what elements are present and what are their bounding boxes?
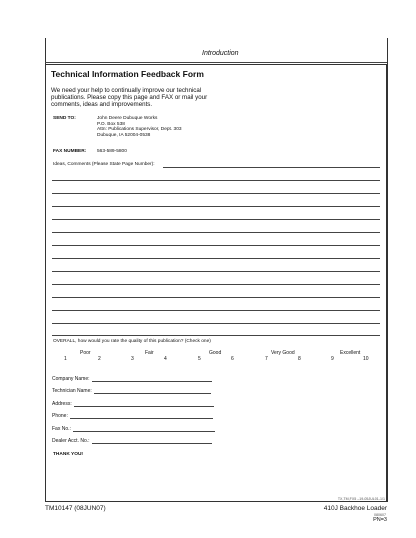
comment-line[interactable]: [52, 284, 380, 285]
address-label: Address:: [52, 401, 72, 407]
comment-line[interactable]: [163, 167, 380, 168]
section-header: Introduction: [202, 50, 239, 57]
technician-name-label: Technician Name:: [52, 388, 92, 394]
technician-name-line[interactable]: [94, 389, 211, 394]
date-code: 080607: [374, 513, 386, 517]
rating-label-poor: Poor: [80, 350, 91, 356]
comment-line[interactable]: [52, 193, 380, 194]
form-intro: [51, 87, 207, 109]
rating-option-2[interactable]: 2: [98, 356, 101, 362]
send-to-label: SEND TO:: [53, 116, 76, 121]
manual-number: TM10147 (08JUN07): [45, 505, 106, 512]
rating-label-very-good: Very Good: [271, 350, 295, 356]
company-name-line[interactable]: [92, 377, 212, 382]
comment-line[interactable]: [52, 180, 380, 181]
rating-label-fair: Fair: [145, 350, 154, 356]
dealer-account-line[interactable]: [92, 439, 212, 444]
fax-number-value: 563-589-5800: [97, 149, 127, 154]
dealer-account-field[interactable]: [52, 438, 212, 444]
document-code: TX,TM,FX5 –19-05JUL01-1/1: [337, 497, 385, 501]
mailing-address: [97, 116, 182, 138]
rating-label-excellent: Excellent: [340, 350, 361, 356]
rating-option-4[interactable]: 4: [164, 356, 167, 362]
comment-line[interactable]: [52, 323, 380, 324]
rating-question: OVERALL, how would you rate the quality of this publication? (Check one): [53, 339, 211, 344]
company-name-label: Company Name:: [52, 376, 90, 382]
right-margin-line: [387, 38, 388, 502]
header-rule: [45, 62, 387, 63]
phone-label: Phone:: [52, 413, 68, 419]
intro-line: comments, ideas and improvements.: [51, 101, 153, 109]
page-number: PN=3: [373, 517, 387, 523]
rating-label-good: Good: [209, 350, 222, 356]
ideas-comments-label: Ideas, Comments (Please State Page Number):: [53, 162, 155, 167]
phone-line[interactable]: [70, 414, 213, 419]
fax-no-line[interactable]: [73, 427, 215, 432]
intro-line: publications. Please copy this page and FAX or mail your: [51, 94, 208, 102]
rating-option-5[interactable]: 5: [198, 356, 201, 362]
dealer-account-label: Dealer Acct. No.:: [52, 438, 90, 444]
technician-name-field[interactable]: [52, 388, 211, 394]
comment-line[interactable]: [52, 297, 380, 298]
comment-line[interactable]: [52, 258, 380, 259]
comment-line[interactable]: [52, 232, 380, 233]
comment-line[interactable]: [52, 335, 380, 336]
comment-line[interactable]: [52, 219, 380, 220]
address-line: Dubuque, IA 52004-0538: [97, 132, 151, 138]
address-field[interactable]: [52, 401, 214, 407]
fax-no-label: Fax No.:: [52, 426, 71, 432]
fax-no-field[interactable]: [52, 426, 215, 432]
rating-option-7[interactable]: 7: [265, 356, 268, 362]
thank-you-text: THANK YOU!: [53, 452, 84, 457]
address-line[interactable]: [74, 402, 214, 407]
intro-line: We need your help to continually improve our technical: [51, 87, 202, 94]
fax-number-label: FAX NUMBER:: [53, 149, 87, 154]
address-line: Attn: Publications Supervisor, Dept. 303: [97, 127, 182, 133]
rating-option-3[interactable]: 3: [131, 356, 134, 362]
rating-option-6[interactable]: 6: [231, 356, 234, 362]
rating-option-1[interactable]: 1: [64, 356, 67, 362]
company-name-field[interactable]: [52, 376, 212, 382]
address-line: John Deere Dubuque Works: [97, 116, 158, 121]
form-title: Technical Information Feedback Form: [51, 69, 204, 79]
comment-line[interactable]: [52, 206, 380, 207]
phone-field[interactable]: [52, 413, 213, 419]
rating-option-8[interactable]: 8: [298, 356, 301, 362]
address-line: P.O. Box 538: [97, 121, 125, 127]
comment-line[interactable]: [52, 245, 380, 246]
machine-model: 410J Backhoe Loader: [323, 505, 387, 512]
comment-line[interactable]: [52, 271, 380, 272]
rating-option-10[interactable]: 10: [363, 356, 369, 362]
rating-option-9[interactable]: 9: [331, 356, 334, 362]
comment-line[interactable]: [52, 310, 380, 311]
